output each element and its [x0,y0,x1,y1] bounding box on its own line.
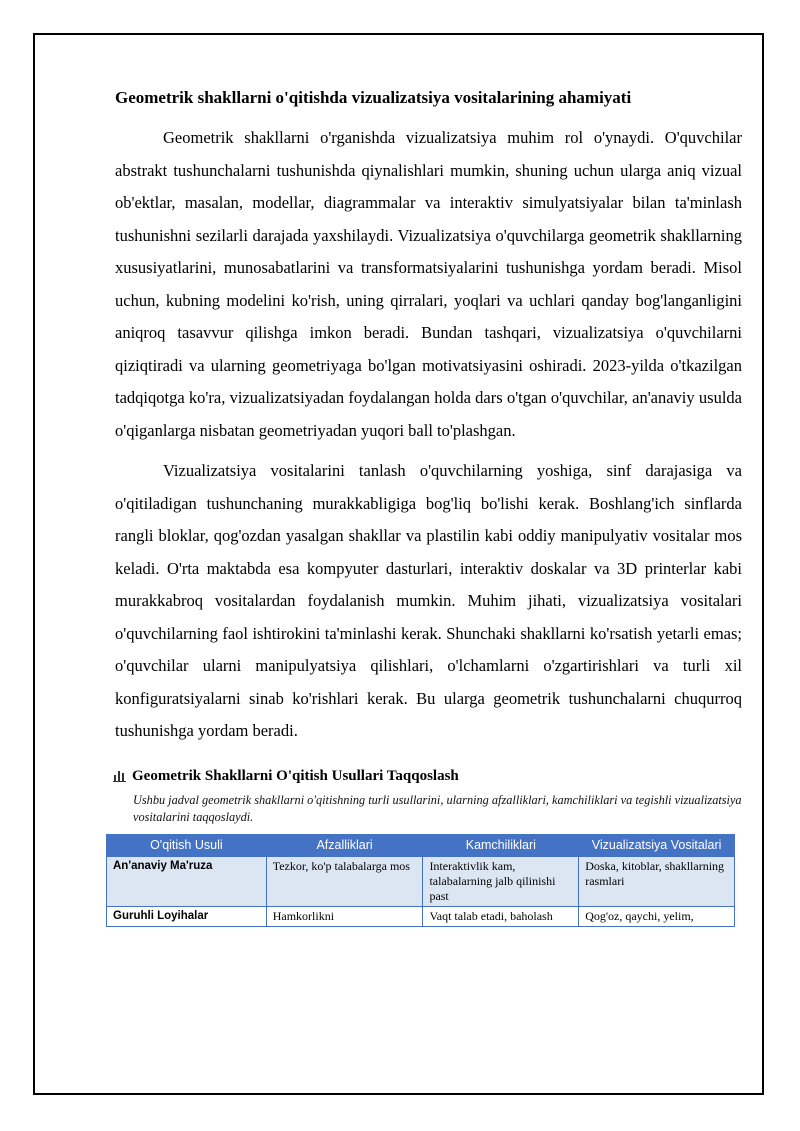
table-description: Ushbu jadval geometrik shakllarni o'qitishning turli usullarini, ularning afzalliklari, kamchiliklari va tegishli vizualizatsiya vositalarini taqqoslaydi. [133,792,742,824]
table-row [107,856,735,906]
table-cell: An'anaviy Ma'ruza [107,856,267,906]
column-header: Vizualizatsiya Vositalari [579,834,735,856]
table-cell: Guruhli Loyihalar [107,906,267,926]
table-heading [113,766,742,786]
table-cell: Hamkorlikni [266,906,423,926]
document-content [115,86,742,927]
table-cell: Vaqt talab etadi, baholash [423,906,579,926]
paragraph-2: Vizualizatsiya vositalarini tanlash o'quvchilarning yoshiga, sinf darajasiga va o'qitiladigan tushunchaning murakkabligiga bog'liq bo'lishi kerak. Boshlang'ich sinflarda rangli bloklar, qog'ozdan yasalgan shakllar va plastilin kabi oddiy manipulyativ vositalar mos keladi. O'rta maktabda esa kompyuter dasturlari, interaktiv doskalar va 3D printerlar kabi murakkabroq vositalardan foydalanish mumkin. Muhim jihati, vizualizatsiya vositalari o'quvchilarning faol ishtirokini ta'minlashi kerak. Shunchaki shakllarni ko'rsatish yetarli emas; o'quvchilar ularni manipulyatsiya qilishlari, o'lchamlarni o'zgartirishlari va turli xil konfiguratsiyalarni sinab ko'rishlari kerak. Bu ularga geometrik tushunchalarni chuqurroq tushunishga yordam beradi. [115,461,742,740]
table-header-row [107,834,735,856]
column-header: Kamchiliklari [423,834,579,856]
table-cell: Qog'oz, qaychi, yelim, [579,906,735,926]
comparison-table [106,834,735,927]
document-title: Geometrik shakllarni o'qitishda vizualizatsiya vositalarining ahamiyati [115,88,632,107]
table-cell: Tezkor, ko'p talabalarga mos [266,856,423,906]
column-header: O'qitish Usuli [107,834,267,856]
column-header: Afzalliklari [266,834,423,856]
paragraph-1: Geometrik shakllarni o'rganishda vizualizatsiya muhim rol o'ynaydi. O'quvchilar abstrakt tushunchalarni tushunishda qiynalishlari mumkin, shuning uchun ularga aniq vizual ob'ektlar, masalan, modellar, diagrammalar va interaktiv simulyatsiyalar bilan ta'minlash tushunishni sezilarli darajada yaxshilaydi. Vizualizatsiya o'quvchilarga geometrik shakllarning xususiyatlarini, munosabatlarini va transformatsiyalarini tushunishga yordam beradi. Misol uchun, kubning modelini ko'rish, uning qirralari, yoqlari va uchlari qanday bog'langanligini aniqroq tasavvur qilishga imkon beradi. Bundan tashqari, vizualizatsiya o'quvchilarni qiziqtiradi va ularning geometriyaga bo'lgan motivatsiyasini oshiradi. 2023-yilda o'tkazilgan tadqiqotga ko'ra, vizualizatsiyadan foydalangan holda dars o'tgan o'quvchilar, an'anaviy usulda o'qiganlarga nisbatan geometriyadan yuqori ball to'plashgan. [115,128,742,440]
table-row [107,906,735,926]
table-heading-text: Geometrik Shakllarni O'qitish Usullari Taqqoslash [132,767,459,784]
bar-chart-icon [113,769,126,782]
table-cell: Doska, kitoblar, shakllarning rasmlari [579,856,735,906]
table-cell: Interaktivlik kam, talabalarning jalb qilinishi past [423,856,579,906]
